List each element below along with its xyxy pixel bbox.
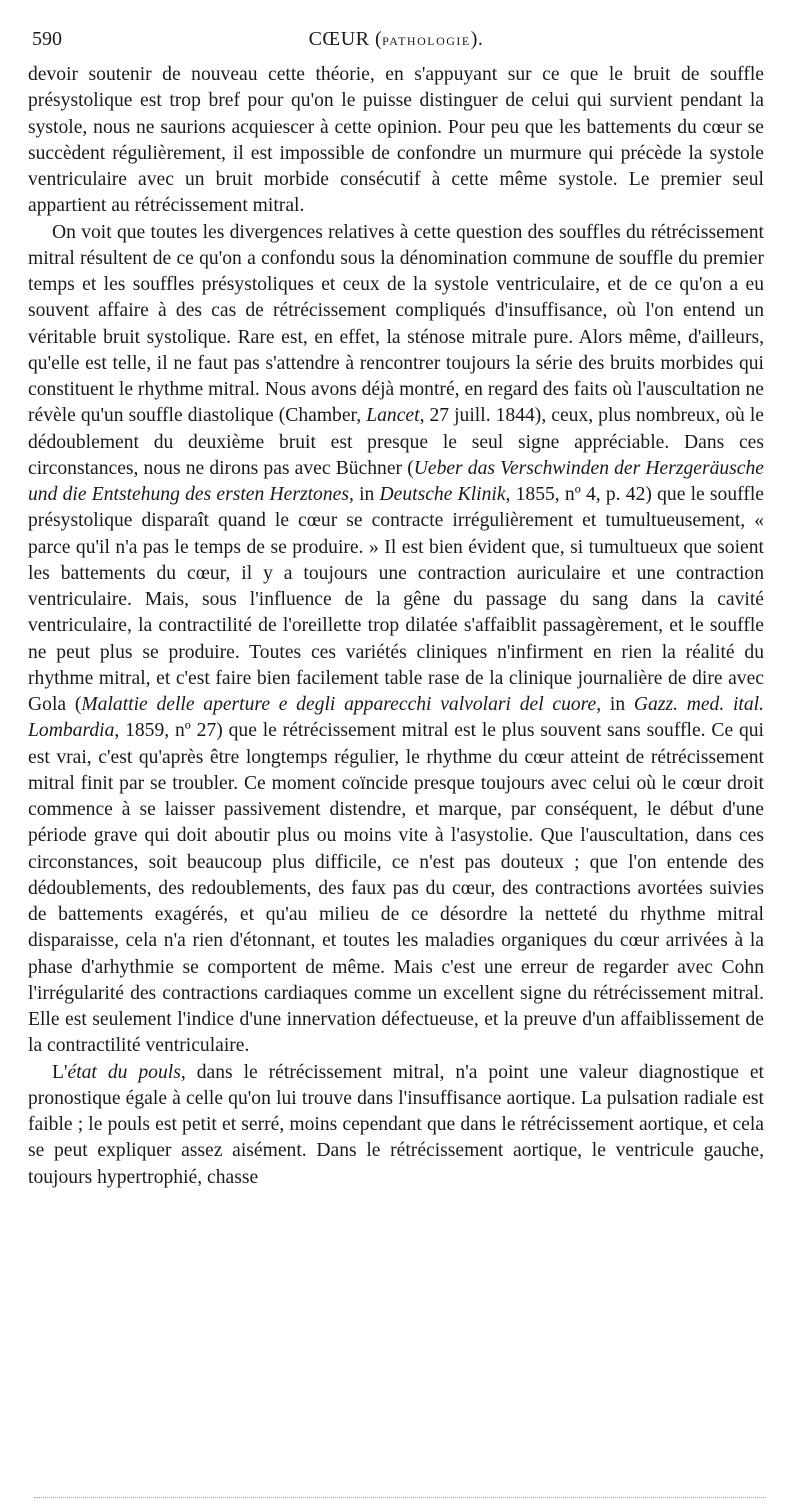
footer-dotted-rule bbox=[34, 1497, 766, 1498]
body-text bbox=[28, 62, 764, 1191]
running-head-subtitle: PATHOLOGIE bbox=[382, 34, 471, 48]
text-run: On voit que toutes les divergences relatives à cette question des souffles du rétrécissement mitral résultent de ce qu'on a confondu sous la dénomination commune de souffle du premier temps et les souffles présystoliques et ceux de la systole ventriculaire, et de ce qu'on a eu souvent affaire à des cas de rétrécissement compliqués d'insuffisance, où l'on entend un véritable bruit systolique. Rare est, en effet, la sténose mitrale pure. Alors même, d'ailleurs, qu'elle est telle, il ne faut pas s'attendre à rencontrer toujours la série des bruits morbides qui constituent le rhythme mitral. Nous avons déjà montré, en regard des faits où l'auscultation ne révèle qu'un souffle diastolique (Chamber, bbox=[28, 221, 764, 427]
paragraph bbox=[28, 1060, 764, 1191]
page-number: 590 bbox=[32, 28, 62, 50]
italic-text: Malattie delle aperture e degli apparecchi valvolari del cuore bbox=[81, 694, 597, 715]
text-run: devoir soutenir de nouveau cette théorie, en s'appuyant sur ce que le bruit de souffle présystolique est trop bref pour qu'on le puisse distinguer de celui qui survient pendant la systole, nous ne saurions acquiescer à cette opinion. Pour peu que les battements du cœur se succèdent régulièrement, il est impossible de confondre un murmure qui précède la systole ventriculaire avec un bruit morbide consécutif à cette même systole. Le premier seul appartient au rétrécissement mitral. bbox=[28, 64, 764, 217]
book-page bbox=[28, 24, 765, 1188]
text-run: , 1855, nº 4, p. 42) que le souffle présystolique disparaît quand le cœur se contracte irrégulièrement et tumultueusement, « parce qu'il n'a pas le temps de se produire. » Il est bien évident que, si tumultueux que soient les battements du cœur, il y a toujours une contraction auriculaire et une contraction ventriculaire. Mais, sous l'influence de la gêne du passage du sang dans la cavité ventriculaire, la contractilité de l'oreillette trop dilatée s'affaiblit passagèrement, et le souffle ne peut plus se produire. Toutes ces variétés cliniques n'infirment en rien la réalité du rhythme mitral, et c'est faire bien facilement table rase de la clinique journalière de dire avec Gola ( bbox=[28, 484, 764, 715]
text-run: , in bbox=[348, 484, 380, 505]
text-run: , dans le rétrécissement mitral, n'a point une valeur diagnostique et pronostique égale à celle qu'on lui trouve dans l'insuffisance aortique. La pulsation radiale est faible ; le pouls est petit et serré, moins cependant que dans le rétrécissement aortique, et cela se peut expliquer assez aisément. Dans le rétrécissement aortique, le ventricule gauche, toujours hypertrophié, chasse bbox=[28, 1061, 764, 1188]
italic-text: Deutsche Klinik bbox=[379, 484, 506, 505]
paragraph bbox=[28, 220, 764, 1060]
italic-text: Lancet bbox=[366, 405, 420, 427]
paragraph bbox=[28, 62, 764, 220]
italic-text: état du pouls bbox=[67, 1061, 181, 1083]
text-run: , 1859, nº 27) que le rétrécissement mitral est le plus souvent sans souffle. Ce qui est vrai, c'est qu'après être longtemps régulier, le rhythme du cœur atteint de rétrécissement mitral finit par se troubler. Ce moment coïncide presque toujours avec celui où le cœur droit commence à se laisser passivement distendre, et marque, par conséquent, le début d'une période grave qui doit aboutir plus ou moins vite à l'asystolie. Que l'auscultation, dans ces circonstances, soit beaucoup plus difficile, ce n'est pas douteux ; que l'on entende des dédoublements, des redoublements, des faux pas du cœur, des contractions avortées suivies de battements exagérés, et qu'au milieu de ce désordre la netteté du rhythme mitral disparaisse, cela n'a rien d'étonnant, et toutes les maladies organiques du cœur arrivées à la phase d'arhythmie se comportent de même. Mais c'est une erreur de regarder avec Cohn l'irrégularité des contractions cardiaques comme un excellent signe du rétrécissement mitral. Elle est seulement l'indice d'une innervation défectueuse, et la preuve d'un affaiblissement de la contractilité ventriculaire. bbox=[28, 720, 764, 1057]
text-run: L' bbox=[52, 1061, 68, 1083]
running-head-close: ). bbox=[470, 28, 484, 50]
running-head-open: ( bbox=[369, 28, 383, 50]
page-header bbox=[28, 24, 764, 54]
running-head bbox=[28, 28, 764, 51]
running-head-title: CŒUR bbox=[308, 28, 370, 50]
text-run: , in bbox=[596, 694, 634, 715]
italic-text: Ueber das Verschwinden der Herzgeräusche und die Entstehung des ersten Herztones bbox=[28, 457, 764, 505]
text-run: , 27 juill. 1844), ceux, plus nombreux, où le dédoublement du deuxième bruit est presque le seul signe appréciable. Dans ces circonstances, nous ne dirons pas avec Büchner ( bbox=[28, 405, 765, 479]
italic-text: Gazz. med. ital. Lombardia bbox=[28, 694, 764, 742]
